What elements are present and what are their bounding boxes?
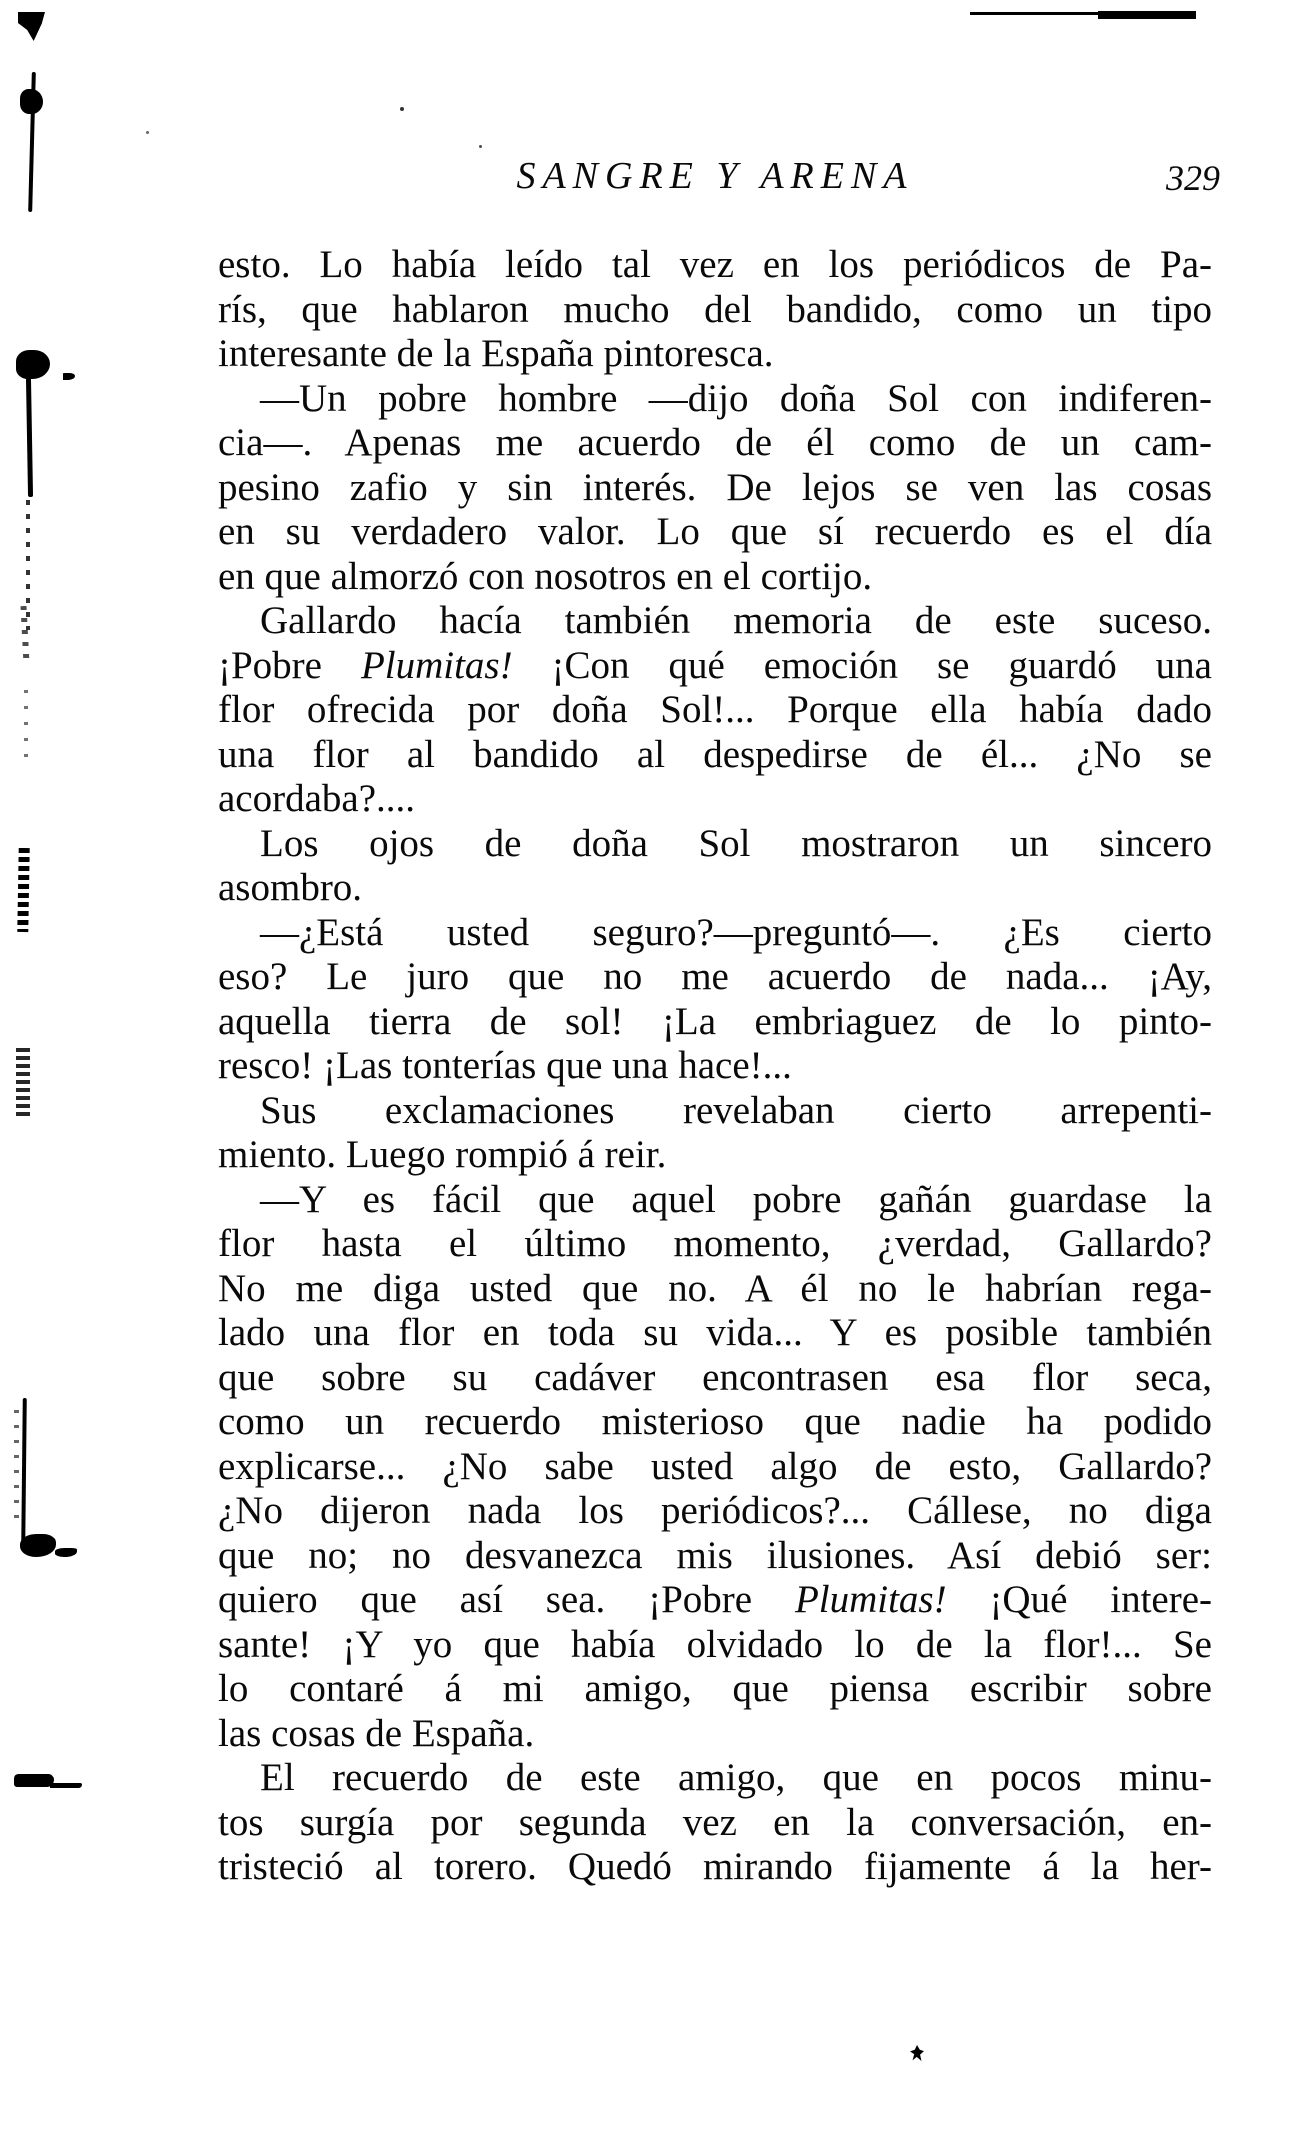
scan-artifact-streak: [21, 1398, 27, 1546]
scan-artifact-blob: [20, 89, 43, 114]
text-line: como un recuerdo misterioso que nadie ha podido: [218, 1400, 1212, 1443]
text-line: cia—. Apenas me acuerdo de él como de un cam-: [218, 421, 1212, 464]
text-line: resco! ¡Las tonterías que una hace!...: [218, 1044, 792, 1087]
italic-word: Plumitas!: [360, 643, 513, 687]
text-line: lo contaré á mi amigo, que piensa escribir sobre: [218, 1667, 1212, 1710]
scan-artifact-specks: [24, 690, 28, 770]
scan-artifact-blob: [20, 1534, 56, 1557]
text-line: tos surgía por segunda vez en la conversación, en-: [218, 1800, 1212, 1844]
text-line: El recuerdo de este amigo, que en pocos minu-: [260, 1756, 1212, 1799]
text-line: eso? Le juro que no me acuerdo de nada... ¡Ay,: [218, 955, 1212, 998]
scan-artifact-dot: [400, 107, 404, 111]
text-line: interesante de la España pintoresca.: [218, 332, 774, 375]
text-line: Los ojos de doña Sol mostraron un sincero: [260, 821, 1212, 865]
text-line: en su verdadero valor. Lo que sí recuerdo es el día: [218, 510, 1212, 553]
text-line: No me diga usted que no. A él no le habrían rega-: [218, 1266, 1212, 1310]
scan-artifact-specks: [17, 848, 29, 932]
printers-mark: [910, 2045, 924, 2061]
scan-artifact-top-rule: [1098, 11, 1196, 19]
running-head: [218, 154, 1220, 200]
text-line: lado una flor en toda su vida... Y es posible también: [218, 1311, 1212, 1354]
text-line: que no; no desvanezca mis ilusiones. Así debió ser:: [218, 1533, 1212, 1577]
text-line: esto. Lo había leído tal vez en los periódicos de Pa-: [218, 243, 1212, 286]
text-line: ¡Pobre Plumitas! ¡Con qué emoción se guardó una: [218, 643, 1212, 687]
text-line: miento. Luego rompió á reir.: [218, 1133, 667, 1176]
text-line: sante! ¡Y yo que había olvidado lo de la flor!... Se: [218, 1622, 1212, 1666]
text-line: explicarse... ¿No sabe usted algo de esto, Gallardo?: [218, 1444, 1212, 1488]
scan-artifact-blob: [16, 350, 50, 379]
page-number: 329: [1166, 158, 1220, 198]
text-line: en que almorzó con nosotros en el cortijo.: [218, 554, 873, 598]
text-line: —¿Está usted seguro?—preguntó—. ¿Es cierto: [260, 910, 1212, 954]
scan-artifact-specks: [16, 1048, 30, 1118]
italic-word: Plumitas!: [794, 1578, 947, 1621]
text-line: Gallardo hacía también memoria de este suceso.: [260, 599, 1212, 642]
scan-artifact-streak: [26, 377, 33, 497]
text-line: aquella tierra de sol! ¡La embriaguez de lo pinto-: [218, 999, 1212, 1043]
text-line: —Un pobre hombre —dijo doña Sol con indiferen-: [260, 376, 1212, 420]
scan-artifact-dot: [479, 145, 482, 148]
text-line: ¿No dijeron nada los periódicos?... Cállese, no diga: [218, 1489, 1212, 1532]
text-line: —Y es fácil que aquel pobre gañán guardase la: [260, 1177, 1212, 1221]
text-line: asombro.: [218, 866, 363, 909]
text-block: [218, 243, 1212, 1890]
text-line: las cosas de España.: [218, 1711, 535, 1755]
text-line: flor ofrecida por doña Sol!... Porque ella había dado: [218, 688, 1212, 731]
text-line: tristeció al torero. Quedó mirando fijamente á la her-: [218, 1845, 1212, 1888]
text-line: que sobre su cadáver encontrasen esa flor seca,: [218, 1355, 1212, 1399]
text-line: pesino zafio y sin interés. De lejos se ven las cosas: [218, 465, 1212, 509]
scan-artifact-dash: [14, 1774, 54, 1787]
text-line: acordaba?....: [218, 777, 416, 820]
text-line: flor hasta el último momento, ¿verdad, Gallardo?: [218, 1222, 1212, 1265]
scan-artifact-top-left-blob: [18, 12, 45, 41]
book-title-header: SANGRE Y ARENA: [516, 155, 914, 197]
text-line: una flor al bandido al despedirse de él... ¿No se: [218, 732, 1212, 776]
text-line: quiero que así sea. ¡Pobre Plumitas! ¡Qué intere-: [218, 1578, 1212, 1621]
text-line: rís, que hablaron mucho del bandido, como un tipo: [218, 287, 1212, 331]
scan-artifact-dot: [146, 131, 149, 134]
text-line: Sus exclamaciones revelaban cierto arrepenti-: [260, 1088, 1212, 1132]
scan-artifact-specks: [14, 1410, 19, 1530]
